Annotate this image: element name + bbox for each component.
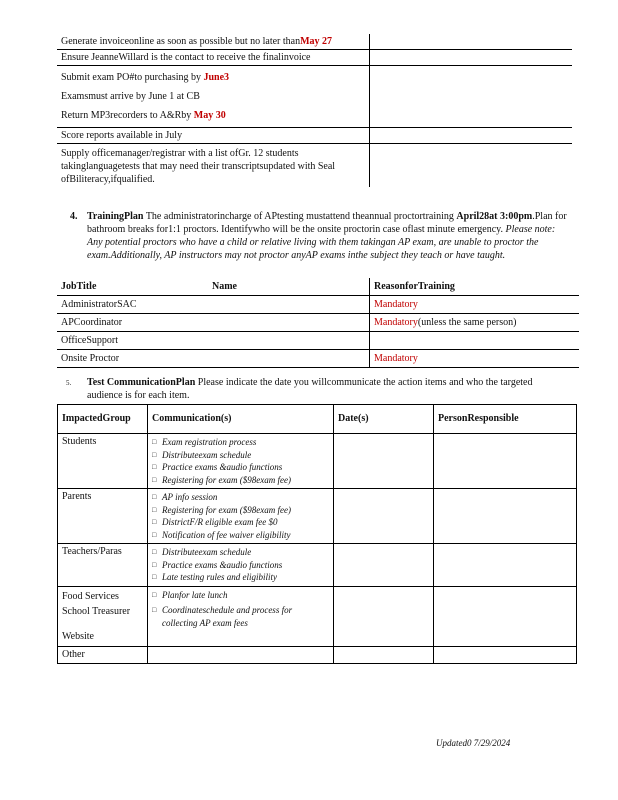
table-row: [58, 489, 577, 544]
section-text: The administratorincharge of APtesting mustattend theannual proctortraining: [145, 211, 454, 222]
job-title: AdministratorSAC: [61, 299, 137, 310]
checklist-text: Submit exam PO#to purchasing by: [61, 72, 201, 83]
table-row: [57, 128, 572, 144]
section-body: [87, 210, 570, 262]
table-row: [58, 544, 577, 587]
person-cell: [434, 434, 577, 489]
checklist-text: Score reports available in July: [61, 130, 183, 141]
reason-text: Mandatory: [374, 299, 418, 310]
list-item: □ Practice exams &audio functions: [152, 559, 329, 572]
section-heading: TrainingPlan: [87, 211, 144, 222]
training-date: April28at 3:00pm: [456, 211, 533, 222]
job-cell: [57, 350, 370, 368]
communication-cell: [148, 544, 334, 587]
reason-header: ReasonforTraining: [374, 281, 455, 292]
group-cell: [58, 434, 148, 489]
updated-date: Updated0 7/29/2024: [436, 738, 511, 748]
communication-table: [57, 404, 577, 664]
notes-cell: [370, 144, 573, 188]
group-name: Parents: [62, 491, 92, 502]
section-text: Please indicate the date you willcommunicate the action items and who the targeted audience is for each item.: [87, 377, 533, 401]
notes-cell: [370, 34, 573, 50]
group-cell: [58, 586, 148, 646]
section-text: .Plan for bathroom breaks for1:1 proctors. Identifywho will be the onsite proctorin case oflast minute emergency.: [87, 211, 567, 235]
checklist-cell: [57, 50, 370, 66]
checklist-line: [61, 87, 365, 106]
group-name: School Treasurer: [62, 605, 131, 617]
dates-cell: [334, 544, 434, 587]
checklist-text: Examsmust arrive by June 1 at CB: [61, 91, 200, 102]
group-name: Teachers/Paras: [62, 546, 122, 557]
section-body: [87, 376, 566, 402]
communication-cell: [148, 586, 334, 646]
job-title: OfficeSupport: [61, 335, 119, 346]
job-cell: [57, 314, 370, 332]
person-cell: [434, 646, 577, 664]
communication-cell: [148, 434, 334, 489]
deadline-date: June3: [203, 72, 230, 83]
training-table: [57, 278, 579, 368]
list-item: □ Notification of fee waiver eligibility: [152, 529, 329, 542]
dates-cell: [334, 586, 434, 646]
list-item: □ Practice exams &audio functions: [152, 461, 329, 474]
person-header: PersonResponsible: [434, 405, 577, 434]
table-row: [57, 144, 572, 188]
communication-cell: [148, 489, 334, 544]
checklist-text: Generate invoiceonline as soon as possible but no later than: [61, 36, 301, 47]
communication-list: [152, 589, 329, 630]
job-cell: [57, 296, 370, 314]
list-item: □ Distributeexam schedule: [152, 449, 329, 462]
dates-header: Date(s): [334, 405, 434, 434]
job-cell: [57, 332, 370, 350]
table-row: [57, 50, 572, 66]
section-note: Please note: Any potential proctors who have a child or relative living with them takingan AP exam, are unable to proctor the exam.Additionally, AP instructors may not proctor anyAP exams inthe subject they teach or have taught.: [87, 224, 556, 261]
checklist-cell: [57, 34, 370, 50]
checklist-text: Supply officemanager/registrar with a list ofGr. 12 students takinglanguagetests that may need their transcriptsupdated with Seal ofBiliteracy,ifqualified.: [61, 148, 336, 185]
dates-cell: [334, 646, 434, 664]
group-name: Other: [62, 648, 85, 660]
table-row: [57, 66, 572, 128]
notes-cell: [370, 128, 573, 144]
table-row: [57, 34, 572, 50]
person-cell: [434, 544, 577, 587]
group-name: Website: [62, 630, 94, 642]
list-item: □ Distributeexam schedule: [152, 546, 329, 559]
checklist-cell: [57, 128, 370, 144]
checklist-text: Ensure JeanneWillard is the contact to receive the finalinvoice: [61, 52, 311, 63]
section-number: 5.: [66, 379, 72, 387]
section-heading: Test CommunicationPlan: [87, 377, 196, 388]
communication-list: [152, 491, 329, 541]
dates-cell: [334, 434, 434, 489]
checklist-cell: [57, 144, 370, 188]
list-item: □ Planfor late lunch: [152, 589, 329, 602]
training-plan-section: [70, 210, 570, 262]
communication-cell: [148, 646, 334, 664]
list-item: □ Late testing rules and eligibility: [152, 571, 329, 584]
table-row: [58, 586, 577, 646]
group-cell: [58, 646, 148, 664]
communication-list: [152, 546, 329, 584]
reason-suffix: (unless the same person): [417, 317, 517, 328]
dates-cell: [334, 489, 434, 544]
table-row: [58, 646, 577, 664]
checklist-table: [57, 34, 572, 187]
section-number: 4.: [70, 211, 78, 222]
list-item: □ DistrictF/R eligible exam fee $0: [152, 516, 329, 529]
checklist-cell: [57, 66, 370, 128]
checklist-line: [61, 106, 365, 125]
notes-cell: [370, 50, 573, 66]
person-cell: [434, 489, 577, 544]
job-title-header: JobTitle: [61, 281, 97, 292]
list-item: □ Registering for exam ($98exam fee): [152, 474, 329, 487]
table-row: [58, 434, 577, 489]
table-row: [57, 350, 579, 368]
communication-plan-section: [66, 376, 566, 402]
list-item: □ AP info session: [152, 491, 329, 504]
reason-text: Mandatory: [374, 353, 418, 364]
reason-cell: [370, 350, 580, 368]
deadline-date: May 30: [193, 110, 226, 121]
list-item: □ Exam registration process: [152, 436, 329, 449]
group-cell: [58, 544, 148, 587]
header-cell: [57, 278, 370, 296]
person-cell: [434, 586, 577, 646]
checklist-line: [61, 68, 365, 87]
group-name: Food Services: [62, 590, 119, 602]
table-row: [57, 332, 579, 350]
deadline-date: May 27: [300, 36, 333, 47]
header-cell: [370, 278, 580, 296]
list-item: □ Coordinateschedule and process for collecting AP exam fees: [152, 604, 329, 630]
list-item: □ Registering for exam ($98exam fee): [152, 504, 329, 517]
table-row: [57, 314, 579, 332]
job-title: APCoordinator: [61, 317, 123, 328]
group-header: ImpactedGroup: [58, 405, 148, 434]
checklist-text: Return MP3recorders to A&Rby: [61, 110, 192, 121]
table-row: [57, 296, 579, 314]
job-title: Onsite Proctor: [61, 353, 120, 364]
reason-cell: [370, 314, 580, 332]
reason-cell: [370, 296, 580, 314]
reason-cell: [370, 332, 580, 350]
communication-header: Communication(s): [148, 405, 334, 434]
table-header-row: [58, 405, 577, 434]
notes-cell: [370, 66, 573, 128]
group-cell: [58, 489, 148, 544]
group-name: Students: [62, 436, 97, 447]
name-header: Name: [212, 281, 237, 292]
reason-text: Mandatory: [374, 317, 418, 328]
table-header-row: [57, 278, 579, 296]
communication-list: [152, 436, 329, 486]
